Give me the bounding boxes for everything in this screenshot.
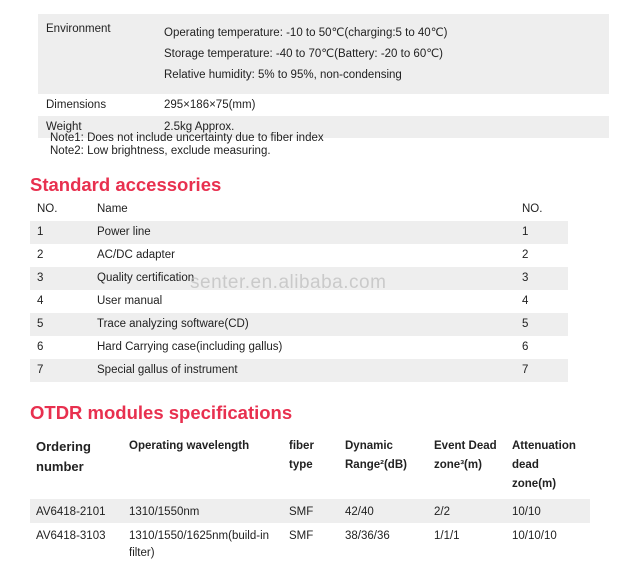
row-no: 2: [37, 249, 44, 261]
row-atten: 10/10/10: [512, 530, 557, 542]
table-row: [30, 267, 568, 290]
row-no: 4: [37, 295, 44, 307]
header-atten-line3: zone(m): [512, 478, 557, 490]
table-row: [30, 336, 568, 359]
specs-table: [38, 14, 609, 138]
row-name: Quality certification: [97, 267, 522, 290]
row-no-right: 5: [522, 313, 568, 336]
header-atten-line1: Attenuation: [512, 440, 576, 452]
relative-humidity: Relative humidity: 5% to 95%, non-condensing: [164, 69, 402, 81]
table-row: [30, 359, 568, 382]
row-atten: 10/10: [512, 506, 541, 518]
row-wavelength: 1310/1550nm: [129, 506, 200, 518]
row-no: 6: [37, 341, 44, 353]
header-ordering-line1: Ordering: [36, 439, 91, 454]
environment-values: [164, 14, 609, 94]
accessories-header-row: [30, 198, 568, 221]
header-attenuation-dead-zone: [512, 437, 576, 494]
header-atten-line2: dead: [512, 459, 539, 471]
row-event: 2/2: [434, 506, 450, 518]
table-row: [30, 221, 568, 244]
header-wavelength: Operating wavelength: [129, 440, 250, 452]
accessories-table: [30, 198, 568, 382]
note-2: Note2: Low brightness, exclude measuring.: [50, 145, 271, 157]
storage-temperature: Storage temperature: -40 to 70℃(Battery: -20 to 60℃): [164, 48, 443, 60]
row-no: 7: [30, 359, 97, 382]
row-fiber: SMF: [289, 506, 314, 518]
weight-value: 2.5kg Approx.: [164, 116, 609, 138]
dimensions-label: Dimensions: [38, 94, 164, 116]
row-wavelength-line2: filter): [129, 547, 155, 559]
header-event-dead-zone: [434, 437, 497, 475]
row-no-right: 4: [522, 295, 529, 307]
modules-table: [30, 437, 590, 563]
header-ordering-number: [36, 437, 91, 477]
modules-header-row: [30, 437, 590, 499]
row-no-right: 6: [522, 341, 529, 353]
row-no: 5: [30, 313, 97, 336]
modules-title: OTDR modules specifications: [30, 402, 293, 423]
operating-temperature: Operating temperature: -10 to 50℃(charging:5 to 40℃): [164, 27, 448, 39]
table-row: [30, 290, 568, 313]
note-1: Note1: Does not include uncertainty due to fiber index: [50, 132, 324, 144]
row-name: AC/DC adapter: [97, 249, 175, 261]
notes: [50, 132, 324, 158]
row-name: Special gallus of instrument: [97, 359, 522, 382]
row-wavelength: [129, 528, 269, 562]
header-fiber-line2: type: [289, 459, 313, 471]
table-row: [30, 313, 568, 336]
header-event-line2: zone³(m): [434, 459, 482, 471]
row-ordering-number: AV6418-3103: [36, 530, 106, 542]
header-ordering-line2: number: [36, 459, 84, 474]
header-name: Name: [97, 203, 128, 215]
header-dynamic-line1: Dynamic: [345, 440, 393, 452]
row-no: 3: [30, 267, 97, 290]
row-no: 1: [30, 221, 97, 244]
row-dynamic: 38/36/36: [345, 530, 390, 542]
row-no-right: 7: [522, 359, 568, 382]
header-no: NO.: [37, 203, 58, 215]
weight-label: Weight: [38, 116, 164, 138]
row-name: User manual: [97, 295, 163, 307]
table-row: [30, 523, 590, 563]
row-fiber: SMF: [289, 530, 314, 542]
environment-label: Environment: [38, 14, 164, 94]
row-dynamic: 42/40: [345, 506, 374, 518]
row-name: Trace analyzing software(CD): [97, 313, 522, 336]
header-dynamic-line2: Range²(dB): [345, 459, 407, 471]
table-row: [30, 244, 568, 267]
row-name: Hard Carrying case(including gallus): [97, 341, 283, 353]
watermark: senter.en.alibaba.com: [190, 272, 387, 293]
row-wavelength-line1: 1310/1550/1625nm(build-in: [129, 530, 270, 542]
environment-row: [38, 14, 609, 94]
header-fiber-line1: fiber: [289, 440, 314, 452]
header-event-line1: Event Dead: [434, 440, 497, 452]
row-no-right: 2: [522, 249, 529, 261]
row-no-right: 3: [522, 267, 568, 290]
row-name: Power line: [97, 221, 522, 244]
accessories-title: Standard accessories: [30, 174, 222, 195]
row-event: 1/1/1: [434, 530, 460, 542]
table-row: [30, 499, 590, 523]
header-fiber-type: [289, 437, 314, 475]
row-ordering-number: AV6418-2101: [36, 506, 106, 518]
header-no-right: NO.: [522, 203, 543, 215]
dimensions-row: [38, 94, 609, 116]
dimensions-value: 295×186×75(mm): [164, 94, 609, 116]
header-dynamic-range: [345, 437, 407, 475]
row-no-right: 1: [522, 221, 568, 244]
